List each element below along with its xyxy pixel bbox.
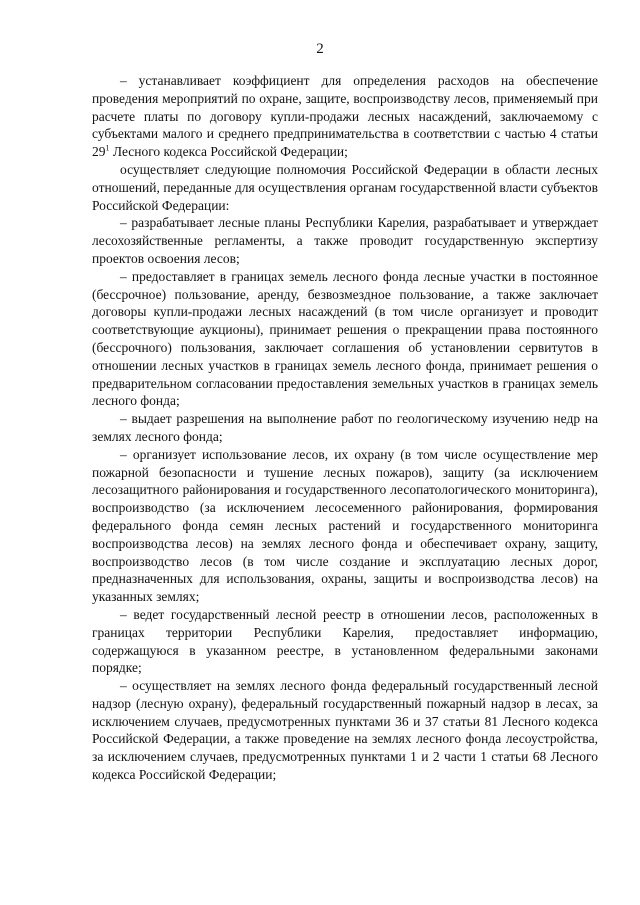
paragraph-forest-register: – ведет государственный лесной реестр в отношении лесов, расположенных в границах территории Республики Карелия, предоставляет информацию, содержащуюся в указанном реестре, в установленном федеральными законами порядке;	[92, 606, 598, 676]
paragraph-tail: Лесного кодекса Российской Федерации;	[109, 144, 348, 160]
paragraph-geology-permits: – выдает разрешения на выполнение работ по геологическому изучению недр на землях лесного фонда;	[92, 411, 598, 444]
paragraph-powers-intro: осуществляет следующие полномочия Российской Федерации в области лесных отношений, переданные для осуществления органам государственной власти субъектов Российской Федерации:	[92, 161, 598, 213]
article-superscript: 1	[105, 143, 110, 153]
paragraph-forest-plans: – разрабатывает лесные планы Республики Карелия, разрабатывает и утверждает лесохозяйственные регламенты, а также проводит государственную экспертизу проектов освоения лесов;	[92, 215, 598, 266]
document-body	[92, 72, 598, 784]
paragraph-text: – устанавливает коэффициент для определения расходов на обеспечение проведения мероприятий по охране, защите, воспроизводству лесов, применяемый при расчете платы по договору купли-продажи лесных насаждений, заключаемому с субъектами малого и среднего предпринимательства в соответствии с частью 4 статьи 29	[92, 73, 598, 160]
page-number: 2	[316, 41, 324, 57]
paragraph-forest-use: – организует использование лесов, их охрану (в том числе осуществление мер пожарной безопасности и тушение лесных пожаров), защиту (за исключением лесозащитного районирования и государственного лесопатологического мониторинга), воспроизводство (за исключением лесосеменного районирования, формирования федерального фонда семян лесных растений и государственного мониторинга воспроизводства лесов) на землях лесного фонда и обеспечивает охрану, защиту, воспроизводство лесов (в том числе создание и эксплуатацию лесных дорог, предназначенных для использования, охраны, защиты и воспроизводства лесов) на указанных землях;	[92, 446, 598, 605]
paragraph-coefficient	[92, 72, 598, 161]
paragraph-forest-supervision: – осуществляет на землях лесного фонда федеральный государственный лесной надзор (лесную охрану), федеральный государственный пожарный надзор в лесах, за исключением случаев, предусмотренных пунктами 36 и 37 статьи 81 Лесного кодекса Российской Федерации, а также проведение на землях лесного фонда лесоустройства, за исключением случаев, предусмотренных пунктами 1 и 2 части 1 статьи 68 Лесного кодекса Российской Федерации;	[92, 678, 598, 783]
paragraph-land-provision: – предоставляет в границах земель лесного фонда лесные участки в постоянное (бессрочное) пользование, аренду, безвозмездное пользование, а также заключает договоры купли-продажи лесных насаждений (в том числе организует и проводит соответствующие аукционы), принимает решения о прекращении права постоянного (бессрочного) пользования, заключает соглашения об установлении сервитутов в отношении лесных участков в границах земель лесного фонда, принимает решения о предварительном согласовании предоставления земельных участков в границах земель лесного фонда;	[92, 268, 598, 409]
